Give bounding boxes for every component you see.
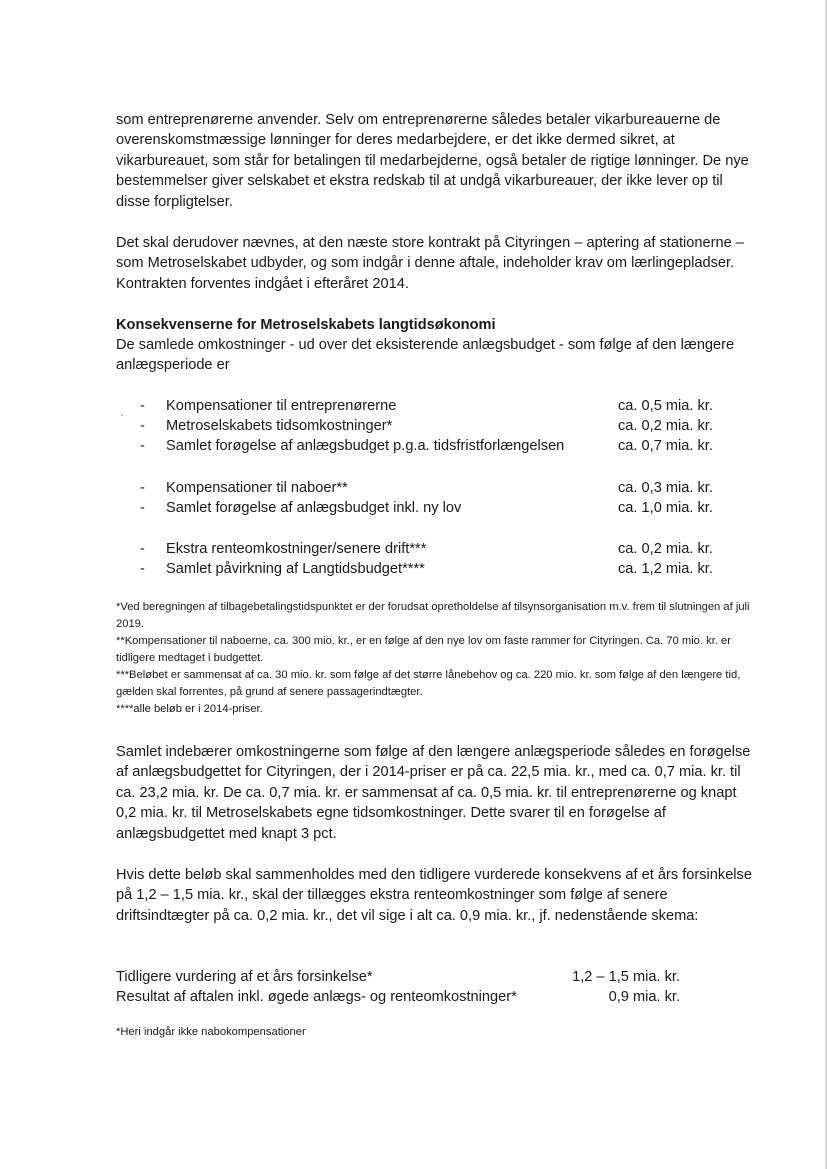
cost-item-label: Samlet påvirkning af Langtidsbudget**** xyxy=(166,561,425,577)
bullet-dash: - xyxy=(140,438,145,454)
bullet-dash: - xyxy=(140,500,145,516)
footnote: *Ved beregningen af tilbagebetalingstidspunktet er der forudsat opretholdelse af tilsynsorganisation m.v. frem til slutningen af juli 2019. xyxy=(116,601,750,630)
bullet-dash: - xyxy=(140,480,145,496)
cost-item-amount: ca. 1,2 mia. kr. xyxy=(618,561,713,577)
cost-item xyxy=(116,396,756,416)
footnote: ****alle beløb er i 2014-priser. xyxy=(116,703,263,715)
section-intro: De samlede omkostninger - ud over det eksisterende anlægsbudget - som følge af den længere anlægsperiode er xyxy=(116,337,735,374)
footnote: ***Beløbet er sammensat af ca. 30 mio. kr. som følge af det større lånebehov og ca. 220 mio. kr. som følge af den længere tid, gælden skal forrentes, på grund af senere passagerindtægter. xyxy=(116,669,741,698)
summary-paragraph: Samlet indebærer omkostningerne som følge af den længere anlægsperiode således en forøgelse af anlægsbudgettet for Cityringen, der i 2014-priser er på ca. 22,5 mia. kr., med ca. 0,7 mia. kr. til ca. 23,2 mia. kr. De ca. 0,7 mia. kr. er sammensat af ca. 0,5 mia. kr. til entreprenørerne og knapt 0,2 mia. kr. til Metroselskabets egne tidsomkostninger. Dette svarer til en forøgelse af anlægsbudgettet med knapt 3 pct. xyxy=(116,744,751,842)
cost-item xyxy=(116,559,756,579)
intro-paragraph: som entreprenørerne anvender. Selv om entreprenørerne således betaler vikarbureauerne de overenskomstmæssige lønninger for deres medarbejdere, er det ikke dermed sikret, at vikarbureauet, som står for betalingen til medarbejderne, også betaler de rigtige lønninger. De nye bestemmelser giver selskabet et ekstra redskab til at undgå vikarbureauer, der ikke lever op til disse forpligtelser. xyxy=(116,112,749,210)
comparison-label: Resultat af aftalen inkl. øgede anlægs- og renteomkostninger* xyxy=(116,989,517,1005)
cost-item-amount: ca. 1,0 mia. kr. xyxy=(618,500,713,516)
cost-item-amount: ca. 0,2 mia. kr. xyxy=(618,541,713,557)
cost-item xyxy=(116,478,756,498)
bullet-dash: - xyxy=(140,398,145,414)
comparison-row xyxy=(116,987,716,1007)
cost-item xyxy=(116,436,756,456)
comparison-amount: 1,2 – 1,5 mia. kr. xyxy=(572,969,680,985)
contract-paragraph: Det skal derudover nævnes, at den næste store kontrakt på Cityringen – aptering af stationerne – som Metroselskabet udbyder, og som indgår i denne aftale, indeholder krav om lærlingepladser. Kontrakten forventes indgået i efteråret 2014. xyxy=(116,235,744,292)
cost-item xyxy=(116,539,756,559)
comparison-label: Tidligere vurdering af et års forsinkelse* xyxy=(116,969,373,985)
cost-item-label: Ekstra renteomkostninger/senere drift*** xyxy=(166,541,427,557)
cost-item-amount: ca. 0,2 mia. kr. xyxy=(618,418,713,434)
bullet-dash: - xyxy=(140,561,145,577)
cost-item-label: Samlet forøgelse af anlægsbudget inkl. ny lov xyxy=(166,500,462,516)
comparison-row xyxy=(116,967,716,987)
cost-item-label: Kompensationer til entreprenørerne xyxy=(166,398,397,414)
comparison-amount: 0,9 mia. kr. xyxy=(608,989,680,1005)
cost-item-label: Kompensationer til naboer** xyxy=(166,480,348,496)
footnote: **Kompensationer til naboerne, ca. 300 mio. kr., er en følge af den nye lov om faste rammer for Cityringen. Ca. 70 mio. kr. er tidligere medtaget i budgettet. xyxy=(116,635,731,664)
bullet-dash: - xyxy=(140,418,145,434)
cost-item-amount: ca. 0,3 mia. kr. xyxy=(618,480,713,496)
section-heading: Konsekvenserne for Metroselskabets langtidsøkonomi xyxy=(116,317,496,333)
cost-item xyxy=(116,498,756,518)
cost-item-label: Metroselskabets tidsomkostninger* xyxy=(166,418,393,434)
final-footnote: *Heri indgår ikke nabokompensationer xyxy=(116,1026,306,1038)
cost-item-amount: ca. 0,7 mia. kr. xyxy=(618,438,713,454)
cost-item-amount: ca. 0,5 mia. kr. xyxy=(618,398,713,414)
comparison-paragraph: Hvis dette beløb skal sammenholdes med den tidligere vurderede konsekvens af et års forsinkelse på 1,2 – 1,5 mia. kr., skal der tillægges ekstra renteomkostninger som følge af senere driftsindtægter på ca. 0,2 mia. kr., det vil sige i alt ca. 0,9 mia. kr., jf. nedenstående skema: xyxy=(116,867,752,924)
cost-item xyxy=(116,416,756,436)
cost-item-label: Samlet forøgelse af anlægsbudget p.g.a. tidsfristforlængelsen xyxy=(166,438,565,454)
bullet-dash: - xyxy=(140,541,145,557)
